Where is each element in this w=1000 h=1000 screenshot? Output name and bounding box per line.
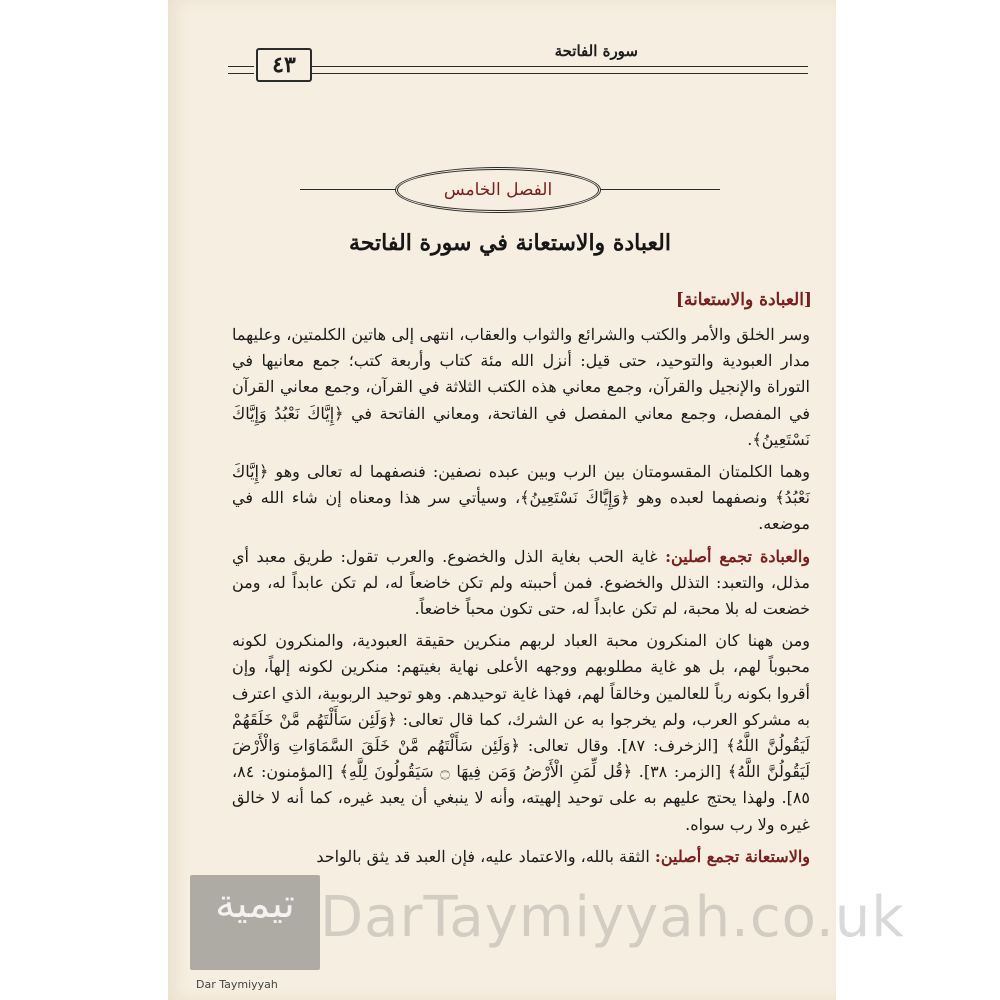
section-subheading: [العبادة والاستعانة]	[675, 290, 812, 310]
chapter-title: العبادة والاستعانة في سورة الفاتحة	[349, 230, 671, 256]
watermark-site: DarTaymiyyah.co.uk	[320, 885, 905, 950]
running-head	[222, 42, 808, 82]
bleed-through-line	[235, 100, 810, 110]
watermark-logo-arabic: تيمية	[215, 881, 295, 927]
header-rule	[310, 66, 808, 74]
body-text	[232, 322, 810, 870]
paragraph-text: الثقة بالله، والاعتماد عليه، فإن العبد قد يثق بالواحد	[316, 846, 650, 866]
watermark-logo	[190, 875, 320, 970]
header-rule-short	[228, 66, 254, 74]
paragraph: وهما الكلمتان المقسومتان بين الرب وبين عبده نصفين: فنصفهما له تعالى وهو ﴿إِيَّاكَ نَعْبُدُ﴾ ونصفهما لعبده وهو ﴿وَإِيَّاكَ نَسْتَعِينُ﴾، وسيأتي سر هذا ومعناه إن شاء الله في موضعه.	[232, 462, 810, 534]
paragraph: ومن ههنا كان المنكرون محبة العباد لربهم منكرين حقيقة العبودية، والمنكرون لكونه محبوباً لهم، بل هو غاية مطلوبهم ووجهه الأعلى نهاية بغيتهم: منكرين لكونه إلهاً، وإن أقروا بكونه رباً للعالمين وخالقاً لهم، فهذا غاية توحيدهم. وهو توحيد الربوبية، الذي اعترف به مشركو العرب، ولم يخرجوا به عن الشرك، كما قال تعالى: ﴿وَلَئِن سَأَلْتَهُم مَّنْ خَلَقَهُمْ لَيَقُولُنَّ اللَّهُ﴾ [الزخرف: ٨٧]. وقال تعالى: ﴿وَلَئِن سَأَلْتَهُم مَّنْ خَلَقَ السَّمَاوَاتِ وَالْأَرْضَ لَيَقُولُنَّ اللَّهُ﴾ [الزمر: ٣٨]. ﴿قُل لِّمَنِ الْأَرْضُ وَمَن فِيهَا ۝ سَيَقُولُونَ لِلَّهِ﴾ [المؤمنون: ٨٤، ٨٥]. ولهذا يحتج عليهم به على توحيد إلهيته، وأنه لا ينبغي أن يعبد غيره، كما أنه لا خالق غيره ولا رب سواه.	[232, 631, 810, 834]
paragraph: وسر الخلق والأمر والكتب والشرائع والثواب والعقاب، انتهى إلى هاتين الكلمتين، وعليهما مدار العبودية والتوحيد، حتى قيل: أنزل الله مئة كتاب وأربعة كتب؛ جمع معانيها في التوراة والإنجيل والقرآن، وجمع معاني هذه الكتب الثلاثة في القرآن، وجمع معاني القرآن في المفصل، وجمع معاني المفصل في الفاتحة، ومعاني الفاتحة في ﴿إِيَّاكَ نَعْبُدُ وَإِيَّاكَ نَسْتَعِينُ﴾.	[232, 325, 810, 449]
page-number: ٤٣	[256, 48, 312, 82]
chapter-ornament	[300, 165, 720, 215]
running-head-title: سورة الفاتحة	[554, 42, 638, 60]
lead-in: والعبادة تجمع أصلين:	[665, 546, 810, 566]
chapter-label: الفصل الخامس	[395, 167, 601, 213]
paragraph-text: غاية الحب بغاية الذل والخضوع. والعرب تقول: طريق معبد أي مذلل، والتعبد: التذلل والخضوع. فمن أحببته ولم تكن خاضعاً له، لم تكن عابداً له، ومن خضعت له بلا محبة، لم تكن عابداً له، حتى تكون محباً خاضعاً.	[232, 546, 810, 619]
paragraph	[232, 844, 810, 870]
bleed-through-line	[235, 128, 810, 138]
lead-in: والاستعانة تجمع أصلين:	[654, 846, 810, 866]
paragraph	[232, 544, 810, 623]
watermark-logo-name: Dar Taymiyyah	[196, 978, 278, 991]
